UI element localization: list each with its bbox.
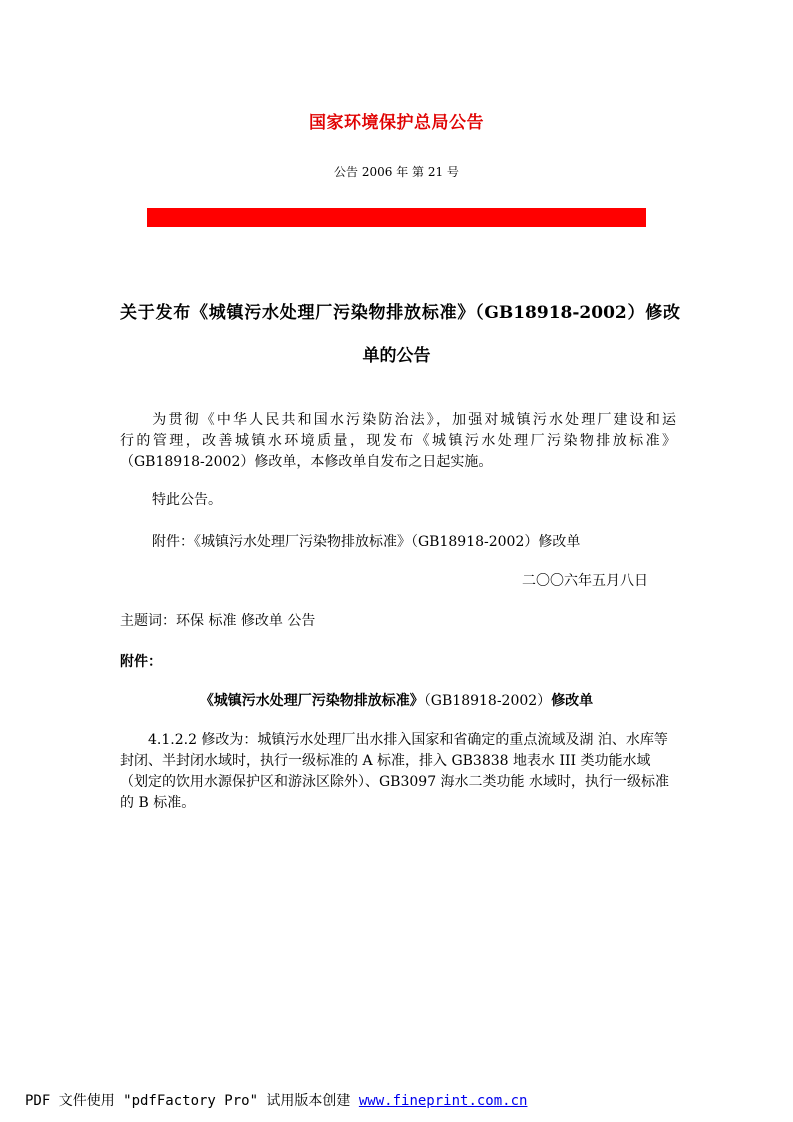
paragraph-line: （GB18918-2002）修改单，本修改单自发布之日起实施。 xyxy=(120,454,493,470)
amendment-paragraph xyxy=(120,730,676,814)
paragraph-line: 泊、水库等封闭、半封闭水域时，执行一级标准的 A 标准，排入 GB3838 地表水 xyxy=(120,732,668,769)
attachment-title-code: （GB18918-2002） xyxy=(423,693,552,709)
red-divider-bar xyxy=(147,208,646,227)
attachment-title xyxy=(0,690,793,710)
attachment-title-main: 《城镇污水处理厂污染物排放标准》 xyxy=(199,693,424,709)
attachment-label: 附件： xyxy=(120,654,162,670)
paragraph-line: 4.1.2.2 修改为：城镇污水处理厂出水排入国家和省确定的重点流域及湖 xyxy=(120,732,594,748)
agency-notice-header: 国家环境保护总局公告 xyxy=(309,113,484,133)
paragraph-line: 为贯彻《中华人民共和国水污染防治法》，加强对城镇污水处理厂建设和运 xyxy=(120,412,676,428)
paragraph-line: III 类功能水域（划定的饮用水源保护区和游泳区除外）、GB3097 海水二类功能 xyxy=(120,753,651,790)
paragraph-line: 水域时，执行一级标准的 B 标准。 xyxy=(120,774,670,811)
closing-remark: 特此公告。 xyxy=(152,492,222,508)
pdf-footer xyxy=(25,1090,527,1110)
attachment-title-suffix: 修改单 xyxy=(551,693,594,709)
announcement-title-line2: 单的公告 xyxy=(362,346,431,366)
footer-link[interactable]: www.fineprint.com.cn xyxy=(358,1093,528,1109)
issue-date: 二〇〇六年五月八日 xyxy=(522,573,648,589)
attachment-reference: 附件：《城镇污水处理厂污染物排放标准》（GB18918-2002）修改单 xyxy=(152,534,581,550)
notice-number: 公告 2006 年 第 21 号 xyxy=(334,165,459,179)
announcement-paragraph xyxy=(120,410,676,473)
keywords: 主题词：环保 标准 修改单 公告 xyxy=(120,613,316,629)
paragraph-line: 行的管理，改善城镇水环境质量，现发布《城镇污水处理厂污染物排放标准》 xyxy=(120,433,676,449)
announcement-title-line1: 关于发布《城镇污水处理厂污染物排放标准》（GB18918-2002）修改 xyxy=(120,303,680,323)
footer-text: PDF 文件使用 "pdfFactory Pro" 试用版本创建 xyxy=(25,1093,359,1109)
